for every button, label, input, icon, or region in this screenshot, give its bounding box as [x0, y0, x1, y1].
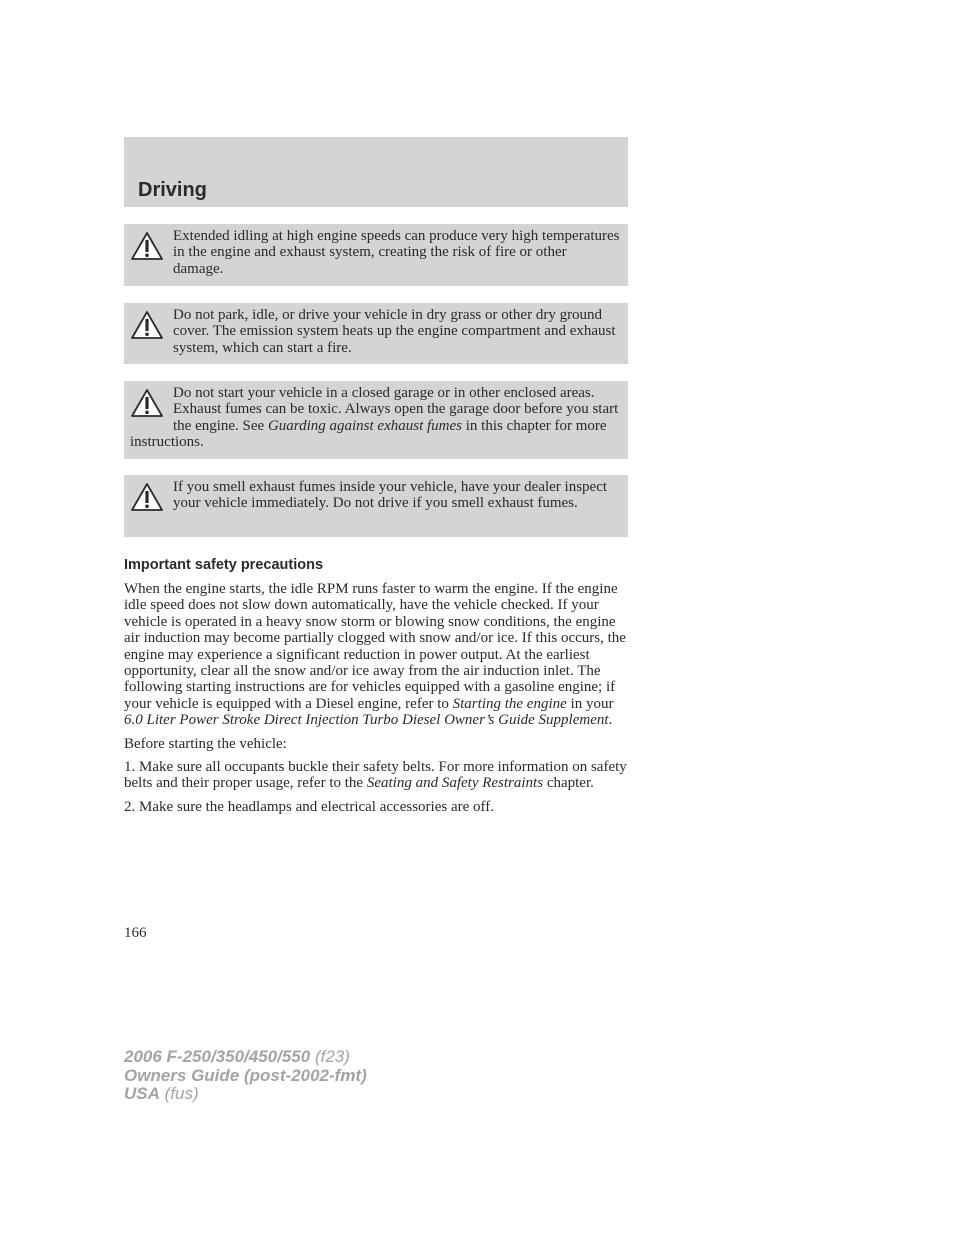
warning-text: Extended idling at high engine speeds can produce very high temperatures in the engine and exhaust system, creating the risk of fire or other damage.: [173, 228, 620, 277]
list-item: [124, 759, 628, 792]
cross-reference: Starting the engine: [452, 695, 567, 712]
list-item: 2. Make sure the headlamps and electrical accessories are off.: [124, 798, 494, 815]
footer-market: USA: [124, 1084, 160, 1103]
cross-reference: 6.0 Liter Power Stroke Direct Injection Turbo Diesel Owner’s Guide Supplement: [124, 712, 609, 729]
footer-line: [124, 1085, 367, 1104]
warning-text: Do not start your vehicle in a closed garage or in other enclosed areas. Exhaust fumes can be toxic. Always open the garage door before you start the engine. See: [173, 385, 619, 434]
footer-code: (f23): [310, 1047, 350, 1066]
warning-triangle-icon: [130, 231, 164, 261]
warning-triangle-icon: [130, 310, 164, 340]
paragraph-text: 1. Make sure all occupants buckle their safety belts. For more information on safety belts and their proper usage, refer to the: [124, 759, 627, 792]
paragraph: [124, 581, 628, 729]
warning-text: Do not park, idle, or drive your vehicle in dry grass or other dry ground cover. The emission system heats up the engine compartment and exhaust system, which can start a fire.: [173, 307, 616, 356]
warning-triangle-icon: [130, 388, 164, 418]
footer-model: 2006 F-250/350/450/550: [124, 1047, 311, 1066]
cross-reference: Guarding against exhaust fumes: [267, 417, 462, 434]
warning-text: If you smell exhaust fumes inside your vehicle, have your dealer inspect your vehicle immediately. Do not drive if you smell exhaust fumes.: [173, 479, 608, 512]
footer-code: (fus): [159, 1084, 199, 1103]
warning-box: [124, 475, 628, 537]
paragraph-text: chapter.: [543, 775, 594, 792]
warning-box: [124, 224, 628, 286]
section-content: [124, 555, 628, 822]
section-heading: Important safety precautions: [124, 557, 324, 573]
warning-box: [124, 381, 628, 459]
paragraph-text: in your: [566, 695, 614, 712]
footer-line: [124, 1048, 367, 1067]
paragraph: Before starting the vehicle:: [124, 735, 287, 752]
warning-text: in this chapter for more instructions.: [130, 417, 607, 451]
document-footer: [124, 1048, 367, 1104]
chapter-title: Driving: [138, 179, 207, 201]
cross-reference: Seating and Safety Restraints: [366, 775, 544, 792]
page-number: 166: [124, 925, 147, 941]
warning-box: [124, 303, 628, 364]
chapter-header-band: [124, 137, 628, 207]
warning-triangle-icon: [130, 482, 164, 512]
paragraph-text: When the engine starts, the idle RPM runs faster to warm the engine. If the engine idle speed does not slow down automatically, have the vehicle checked. If your vehicle is operated in a heavy snow storm or blowing snow conditions, the engine air induction may become partially clogged with snow and/or ice. If this occurs, the engine may experience a significant reduction in power output. At the earliest opportunity, clear all the snow and/or ice away from the air induction inlet. The following starting instructions are for vehicles equipped with a gasoline engine; if your vehicle is equipped with a Diesel engine, refer to: [124, 581, 626, 712]
footer-line: Owners Guide (post-2002-fmt): [124, 1065, 367, 1085]
paragraph-text: .: [608, 712, 613, 729]
